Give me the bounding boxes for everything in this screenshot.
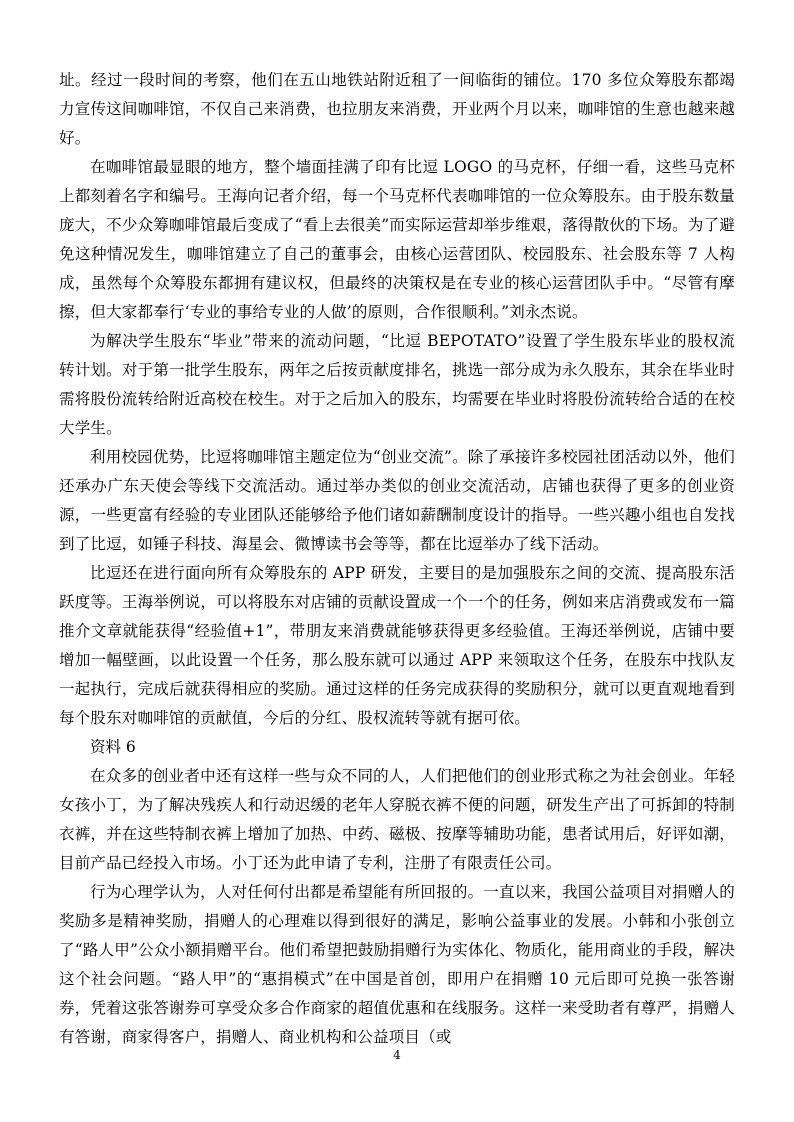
body-text xyxy=(59,66,735,1052)
paragraph: 在众多的创业者中还有这样一些与众不同的人，人们把他们的创业形式称之为社会创业。年轻女孩小丁，为了解决残疾人和行动迟缓的老年人穿脱衣裤不便的问题，研发生产出了可拆卸的特制衣裤，并在这些特制衣裤上增加了加热、中药、磁极、按摩等辅助功能，患者试用后，好评如潮，目前产品已经投入市场。小丁还为此申请了专利，注册了有限责任公司。 xyxy=(59,767,735,872)
page-number: 4 xyxy=(393,1048,401,1062)
paragraph: 行为心理学认为，人对任何付出都是希望能有所回报的。一直以来，我国公益项目对捐赠人的奖励多是精神奖励，捐赠人的心理难以得到很好的满足，影响公益事业的发展。小韩和小张创立了“路人甲”公众小额捐赠平台。他们希望把鼓励捐赠行为实体化、物质化，能用商业的手段，解决这个社会问题。“路人甲”的“惠捐模式”在中国是首创，即用户在捐赠 10 元后即可兑换一张答谢券，凭着这张答谢券可享受众多合作商家的超值优惠和在线服务。这样一来受助者有尊严，捐赠人有答谢，商家得客户，捐赠人、商业机构和公益项目（或 xyxy=(59,883,735,1046)
section-heading: 资料 6 xyxy=(90,738,136,756)
paragraph: 比逗还在进行面向所有众筹股东的 APP 研发，主要目的是加强股东之间的交流、提高股东活跃度等。王海举例说，可以将股东对店铺的贡献设置成一个一个的任务，例如来店消费或发布一篇推介文章就能获得“经验值+1”，带朋友来消费就能够获得更多经验值。王海还举例说，店铺中要增加一幅壁画，以此设置一个任务，那么股东就可以通过 APP 来领取这个任务，在股东中找队友一起执行，完成后就获得相应的奖励。通过这样的任务完成获得的奖励积分，就可以更直观地看到每个股东对咖啡馆的贡献值，今后的分红、股权流转等就有据可依。 xyxy=(59,564,735,727)
paragraph: 为解决学生股东“毕业”带来的流动问题，“比逗 BEPOTATO”设置了学生股东毕业的股权流转计划。对于第一批学生股东，两年之后按贡献度排名，挑选一部分成为永久股东，其余在毕业时需将股份流转给附近高校在校生。对于之后加入的股东，均需要在毕业时将股份流转给合适的在校大学生。 xyxy=(59,332,735,437)
paragraph: 址。经过一段时间的考察，他们在五山地铁站附近租了一间临街的铺位。170 多位众筹股东都竭力宣传这间咖啡馆，不仅自己来消费，也拉朋友来消费，开业两个月以来，咖啡馆的生意也越来越好。 xyxy=(59,71,735,147)
paragraph: 利用校园优势，比逗将咖啡馆主题定位为“创业交流”。除了承接许多校园社团活动以外，他们还承办广东天使会等线下交流活动。通过举办类似的创业交流活动，店铺也获得了更多的创业资源，一些更富有经验的专业团队还能够给予他们诸如薪酬制度设计的指导。一些兴趣小组也自发找到了比逗，如锤子科技、海星会、微博读书会等等，都在比逗举办了线下活动。 xyxy=(59,448,735,553)
paragraph: 在咖啡馆最显眼的地方，整个墙面挂满了印有比逗 LOGO 的马克杯，仔细一看，这些马克杯上都刻着名字和编号。王海向记者介绍，每一个马克杯代表咖啡馆的一位众筹股东。由于股东数量庞大，不少众筹咖啡馆最后变成了“看上去很美”而实际运营却举步维艰，落得散伙的下场。为了避免这种情况发生，咖啡馆建立了自己的董事会，由核心运营团队、校园股东、社会股东等 7 人构成，虽然每个众筹股东都拥有建议权，但最终的决策权是在专业的核心运营团队手中。“尽管有摩擦，但大家都奉行‘专业的事给专业的人做’的原则，合作很顺利。”刘永杰说。 xyxy=(59,158,735,321)
